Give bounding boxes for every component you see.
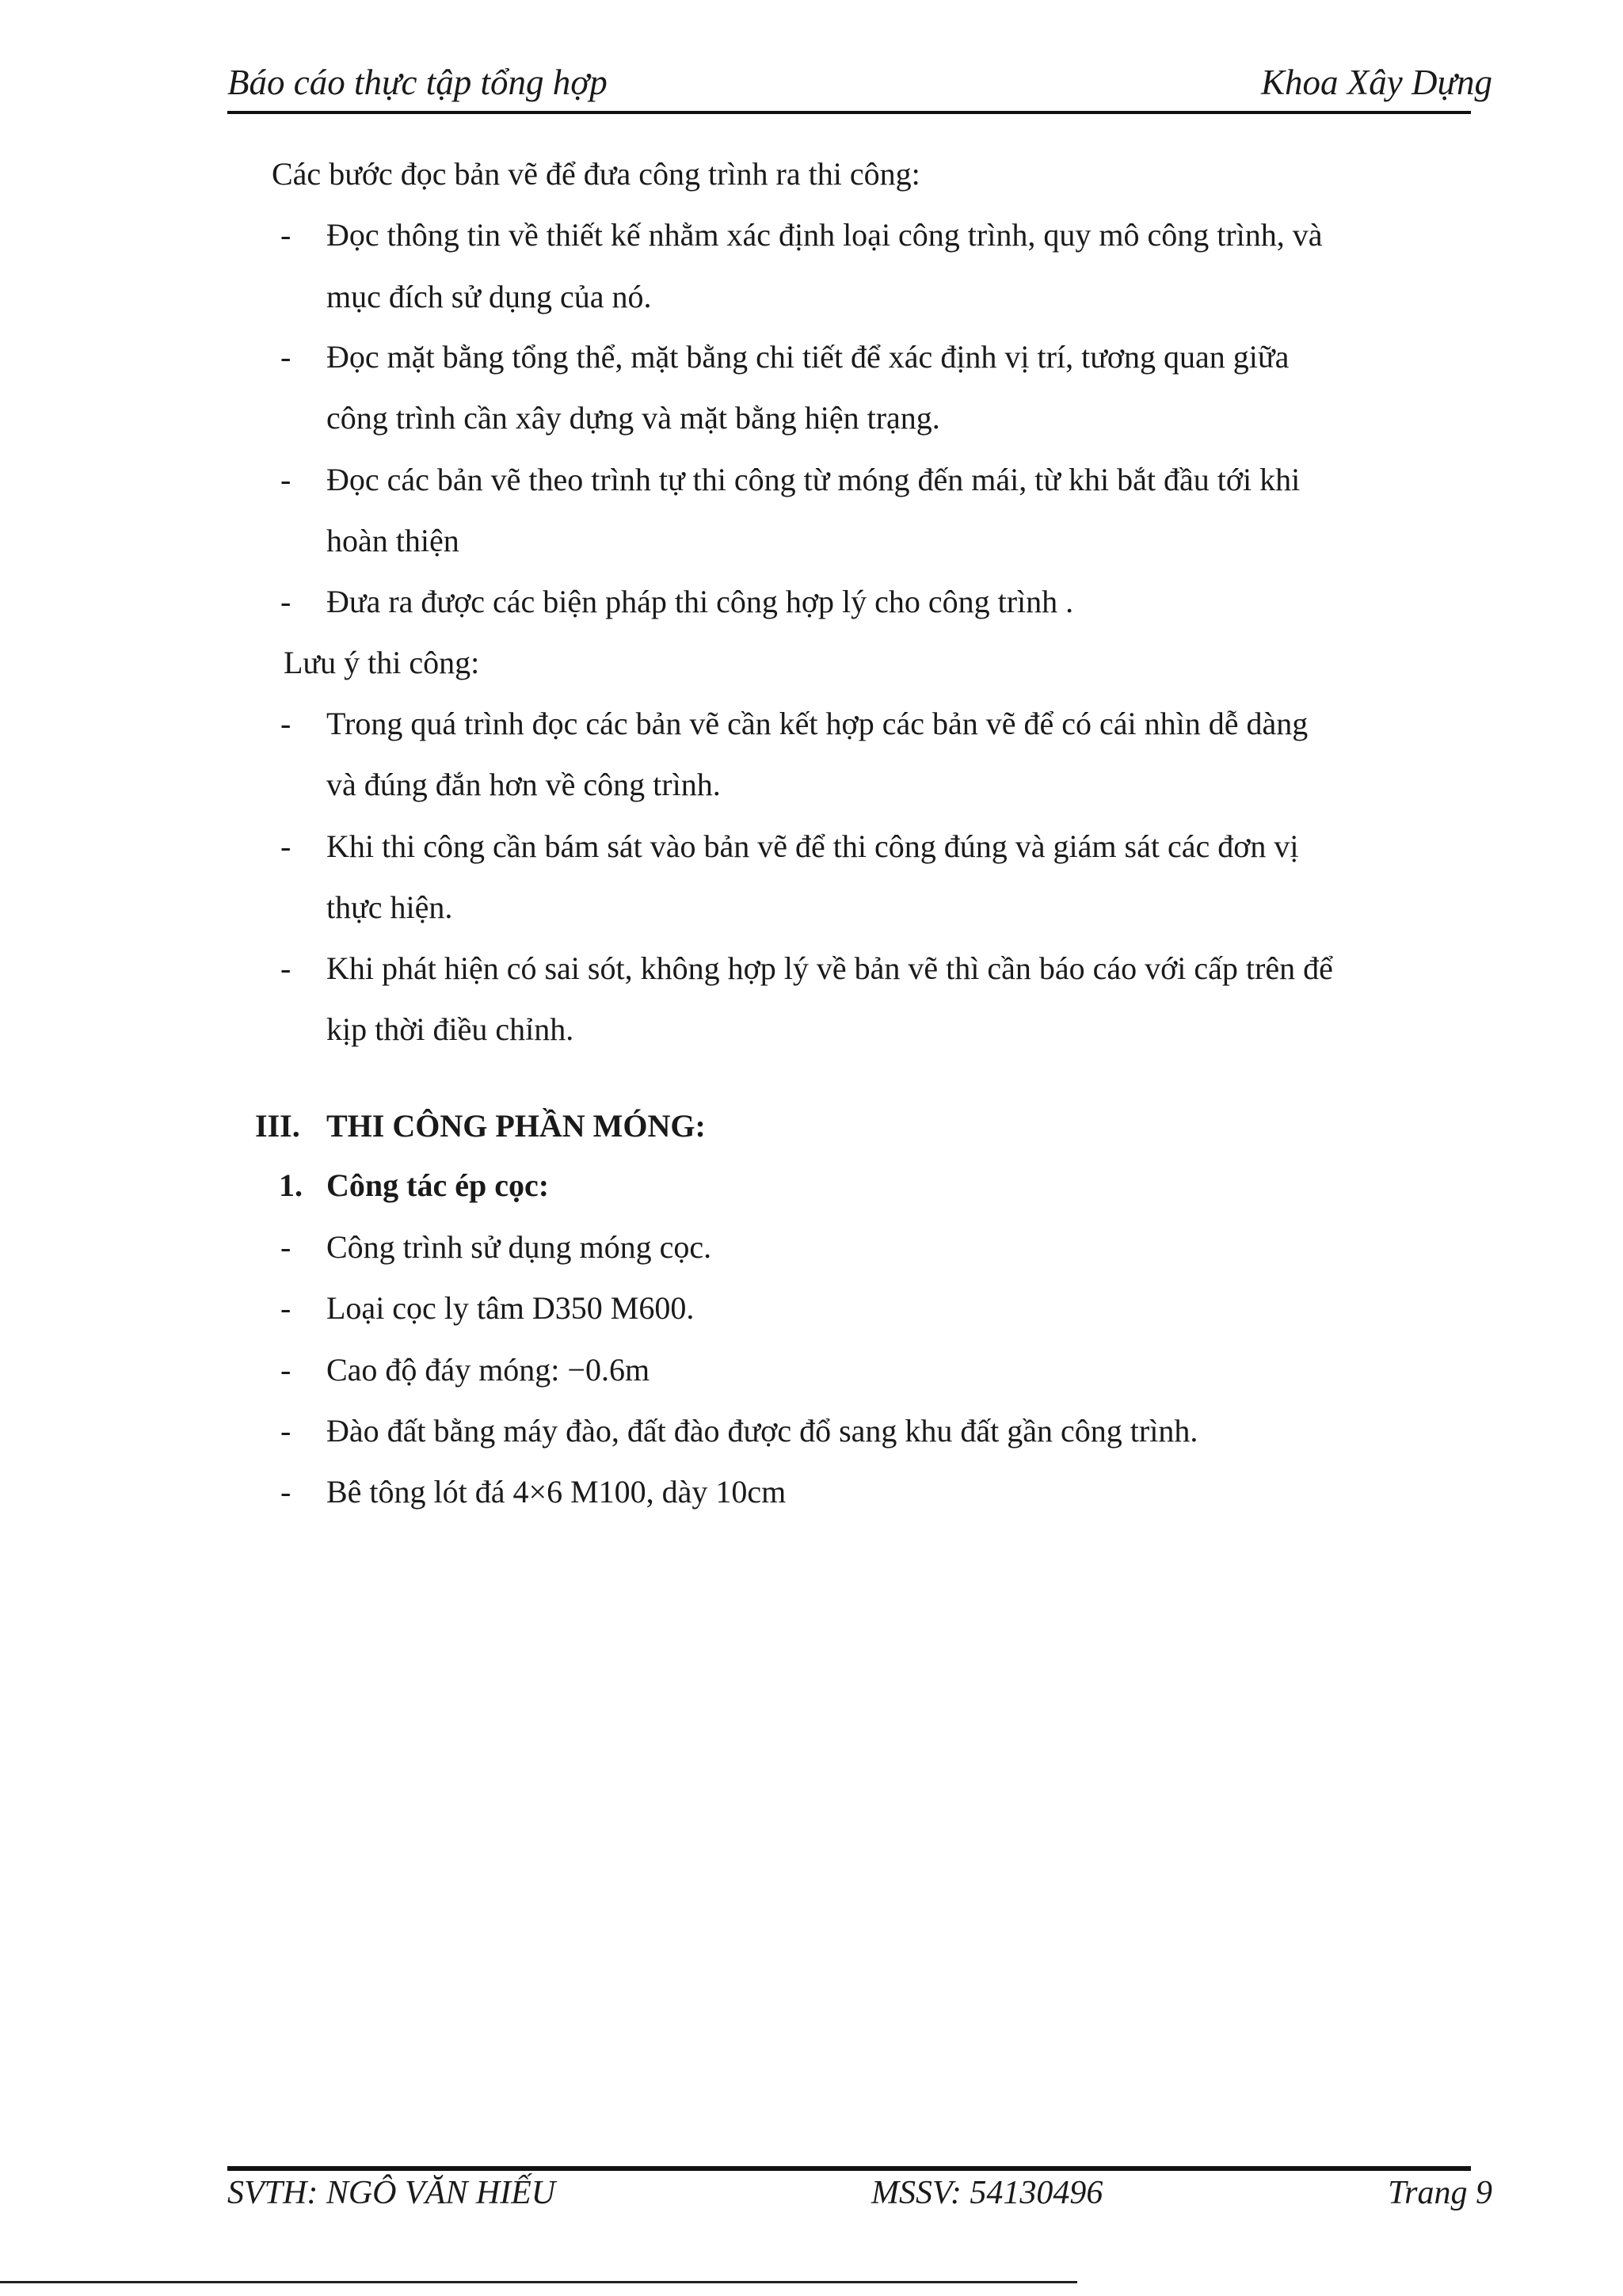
- step-1-line-2: mục đích sử dụng của nó.: [326, 279, 652, 314]
- list-bullet: -: [280, 584, 291, 619]
- header-title: Báo cáo thực tập tổng hợp: [227, 63, 608, 102]
- note-1-line-2: và đúng đắn hơn về công trình.: [326, 767, 721, 802]
- pile-item-2: Loại cọc ly tâm D350 M600.: [326, 1290, 695, 1326]
- step-1-line-1: Đọc thông tin về thiết kế nhằm xác định loại công trình, quy mô công trình, và: [326, 217, 1323, 253]
- header-department: Khoa Xây Dựng: [1260, 63, 1492, 102]
- list-bullet: -: [280, 1352, 291, 1388]
- note-2-line-2: thực hiện.: [326, 889, 453, 925]
- pile-item-1: Công trình sử dụng móng cọc.: [326, 1229, 712, 1265]
- pile-item-3: Cao độ đáy móng: −0.6m: [326, 1352, 650, 1388]
- list-bullet: -: [280, 706, 291, 741]
- step-4-line-1: Đưa ra được các biện pháp thi công hợp lý cho công trình .: [326, 584, 1074, 619]
- header-rule: [227, 111, 1471, 114]
- note-1-line-1: Trong quá trình đọc các bản vẽ cần kết hợp các bản vẽ để có cái nhìn dễ dàng: [326, 706, 1309, 741]
- list-bullet: -: [280, 1290, 291, 1326]
- list-bullet: -: [280, 1474, 291, 1510]
- list-bullet: -: [280, 339, 291, 375]
- notes-title: Lưu ý thi công:: [284, 645, 480, 680]
- step-2-line-1: Đọc mặt bằng tổng thể, mặt bằng chi tiết để xác định vị trí, tương quan giữa: [326, 339, 1290, 375]
- note-2-line-1: Khi thi công cần bám sát vào bản vẽ để thi công đúng và giám sát các đơn vị: [326, 828, 1299, 864]
- note-3-line-1: Khi phát hiện có sai sót, không hợp lý về bản vẽ thì cần báo cáo với cấp trên để: [326, 950, 1333, 986]
- footer-page-number: Trang 9: [1388, 2175, 1492, 2211]
- footer-student-id: MSSV: 54130496: [871, 2175, 1103, 2211]
- step-3-line-1: Đọc các bản vẽ theo trình tự thi công từ móng đến mái, từ khi bắt đầu tới khi: [326, 462, 1301, 497]
- footer-student: SVTH: NGÔ VĂN HIẾU: [227, 2175, 556, 2211]
- section-intro: Các bước đọc bản vẽ để đưa công trình ra thi công:: [272, 156, 920, 192]
- subsection-heading: Công tác ép cọc:: [326, 1167, 550, 1203]
- list-bullet: -: [280, 1413, 291, 1449]
- list-bullet: -: [280, 828, 291, 864]
- list-bullet: -: [280, 950, 291, 986]
- page-edge-line: [0, 2281, 1077, 2283]
- list-bullet: -: [280, 462, 291, 497]
- subsection-number: 1.: [279, 1167, 303, 1203]
- step-2-line-2: công trình cần xây dựng và mặt bằng hiện trạng.: [326, 400, 940, 436]
- list-bullet: -: [280, 1229, 291, 1265]
- section-number: III.: [255, 1108, 300, 1144]
- footer-rule: [227, 2166, 1471, 2171]
- note-3-line-2: kịp thời điều chỉnh.: [326, 1011, 574, 1047]
- list-bullet: -: [280, 217, 291, 253]
- step-3-line-2: hoàn thiện: [326, 523, 459, 558]
- pile-item-4: Đào đất bằng máy đào, đất đào được đổ sang khu đất gần công trình.: [326, 1413, 1198, 1449]
- pile-item-5: Bê tông lót đá 4×6 M100, dày 10cm: [326, 1474, 787, 1510]
- section-heading: THI CÔNG PHẦN MÓNG:: [326, 1108, 706, 1144]
